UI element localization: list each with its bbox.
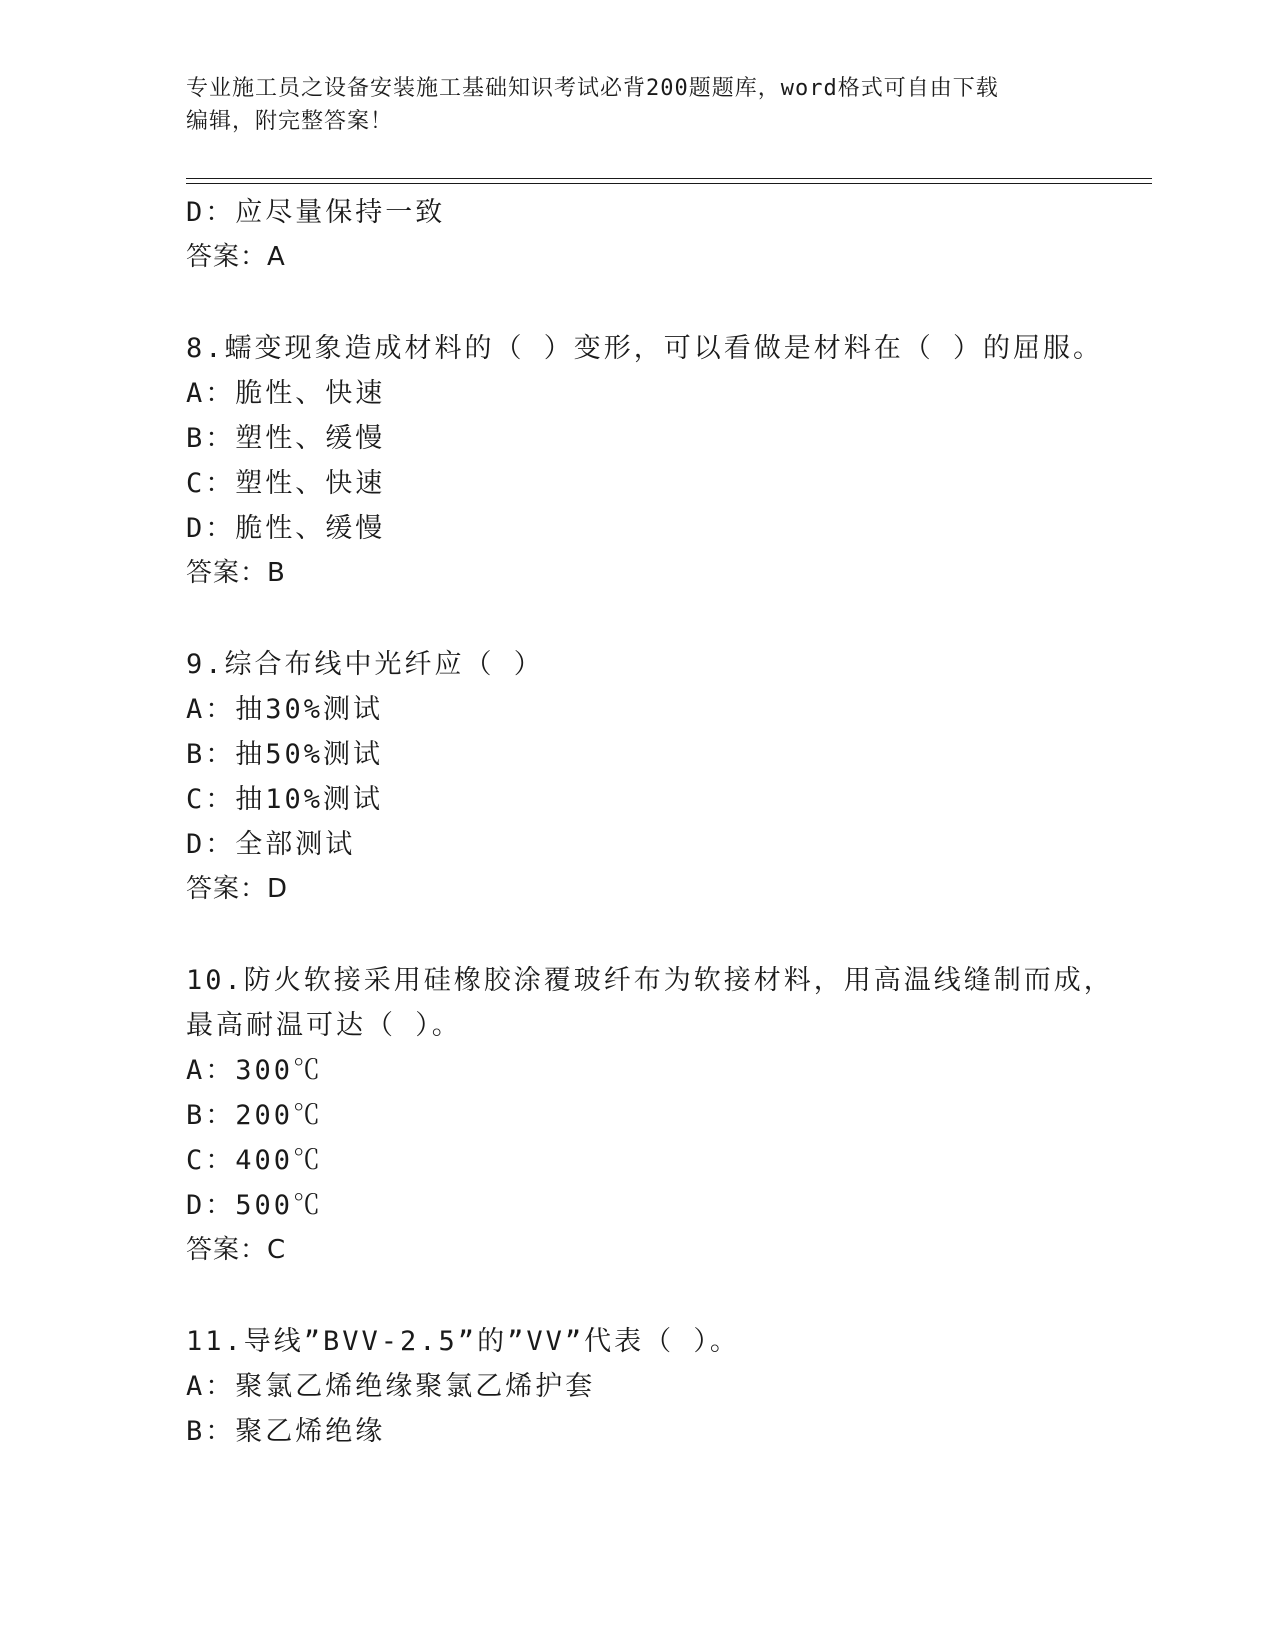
answer-line: 答案：B — [186, 558, 286, 588]
question-text: 11.导线”BVV-2.5”的”VV”代表（ ）。 — [186, 1326, 740, 1357]
option-d: D：500℃ — [186, 1190, 324, 1221]
header-title-line-1: 专业施工员之设备安装施工基础知识考试必背200题题库，word格式可自由下载 — [186, 76, 999, 101]
header-title-line-2: 编辑，附完整答案！ — [186, 109, 394, 134]
option-a: A：300℃ — [186, 1055, 324, 1086]
question-11 — [186, 1319, 1126, 1454]
document-header — [186, 72, 1086, 138]
option-d: D：脆性、缓慢 — [186, 513, 386, 544]
answer-line: 答案：A — [186, 242, 286, 272]
question-text: 8.蠕变现象造成材料的（ ）变形，可以看做是材料在（ ）的屈服。 — [186, 333, 1104, 364]
question-fragment — [186, 190, 1126, 280]
option-d: D：应尽量保持一致 — [186, 197, 446, 228]
option-a: A：脆性、快速 — [186, 378, 386, 409]
option-c: C：400℃ — [186, 1145, 324, 1176]
question-list — [186, 190, 1126, 1454]
question-text-line-1: 10.防火软接采用硅橡胶涂覆玻纤布为软接材料，用高温线缝制而成， — [186, 965, 1114, 996]
question-8 — [186, 326, 1126, 596]
spacer — [186, 280, 1126, 326]
header-divider-bottom — [186, 183, 1152, 184]
question-text-line-2: 最高耐温可达（ ）。 — [186, 1010, 462, 1041]
spacer — [186, 1273, 1126, 1319]
answer-line: 答案：C — [186, 1235, 287, 1265]
option-b: B：200℃ — [186, 1100, 324, 1131]
option-c: C：塑性、快速 — [186, 468, 386, 499]
question-text: 9.综合布线中光纤应（ ） — [186, 649, 544, 680]
option-b: B：塑性、缓慢 — [186, 423, 386, 454]
option-a: A：聚氯乙烯绝缘聚氯乙烯护套 — [186, 1371, 596, 1402]
spacer — [186, 912, 1126, 958]
answer-line: 答案：D — [186, 874, 289, 904]
spacer — [186, 596, 1126, 642]
option-b: B：抽50%测试 — [186, 739, 384, 770]
header-divider-top — [186, 178, 1152, 179]
question-10 — [186, 958, 1126, 1273]
option-b: B：聚乙烯绝缘 — [186, 1416, 386, 1447]
question-9 — [186, 642, 1126, 912]
option-d: D：全部测试 — [186, 829, 356, 860]
option-a: A：抽30%测试 — [186, 694, 384, 725]
option-c: C：抽10%测试 — [186, 784, 384, 815]
